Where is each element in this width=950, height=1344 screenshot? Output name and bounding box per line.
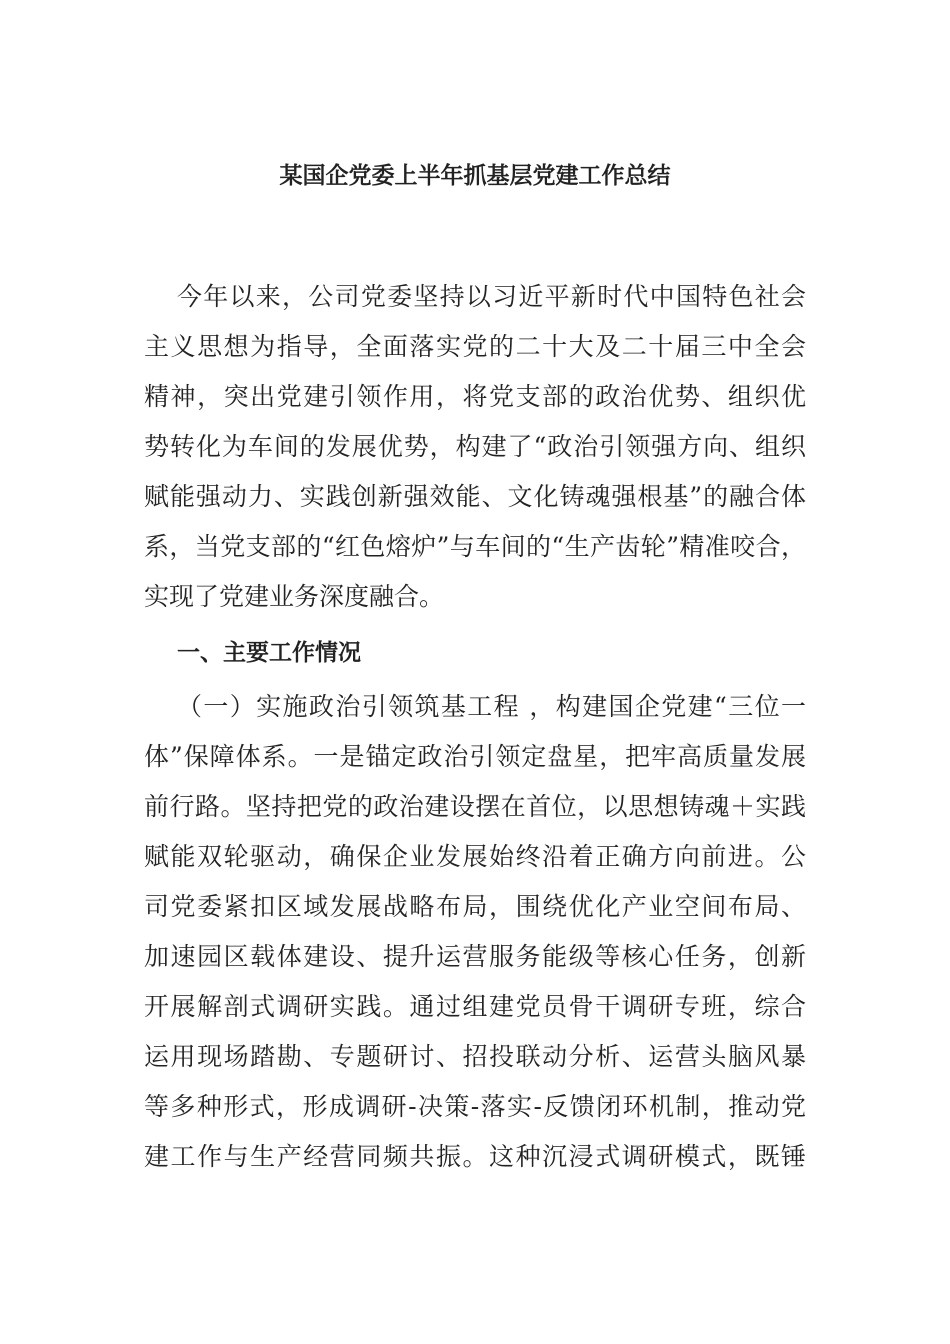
paragraph-line: 加速园区载体建设、提升运营服务能级等核心任务，创新 (144, 942, 806, 971)
paragraph-line: 系，当党支部的“红色熔炉”与车间的“生产齿轮”精准咬合， (144, 532, 806, 561)
paragraph-line: 体”保障体系。一是锚定政治引领定盘星，把牢高质量发展 (144, 742, 806, 771)
paragraph-line: （一）实施政治引领筑基工程 ，构建国企党建“三位一 (177, 692, 806, 721)
paragraph-intro (144, 272, 806, 622)
paragraph-section-1 (144, 682, 806, 1182)
paragraph-line: 开展解剖式调研实践。通过组建党员骨干调研专班，综合 (144, 992, 806, 1021)
paragraph-line: 前行路。坚持把党的政治建设摆在首位，以思想铸魂＋实践 (144, 792, 806, 821)
paragraph-line: 精神，突出党建引领作用，将党支部的政治优势、组织优 (144, 382, 806, 411)
section-heading: 一、主要工作情况 (177, 640, 361, 666)
paragraph-line: 赋能双轮驱动，确保企业发展始终沿着正确方向前进。公 (144, 842, 806, 871)
paragraph-line: 运用现场踏勘、专题研讨、招投联动分析、运营头脑风暴 (144, 1042, 806, 1071)
paragraph-line: 司党委紧扣区域发展战略布局，围绕优化产业空间布局、 (144, 892, 806, 921)
paragraph-line: 势转化为车间的发展优势，构建了“政治引领强方向、组织 (144, 432, 806, 461)
document-body (144, 272, 806, 1182)
paragraph-line: 赋能强动力、实践创新强效能、文化铸魂强根基”的融合体 (144, 482, 806, 511)
paragraph-line: 今年以来，公司党委坚持以习近平新时代中国特色社会 (177, 282, 806, 311)
document-title: 某国企党委上半年抓基层党建工作总结 (279, 163, 671, 189)
paragraph-line: 主义思想为指导，全面落实党的二十大及二十届三中全会 (144, 332, 806, 361)
paragraph-line: 实现了党建业务深度融合。 (144, 582, 445, 611)
paragraph-line: 等多种形式，形成调研-决策-落实-反馈闭环机制，推动党 (144, 1092, 806, 1121)
paragraph-line: 建工作与生产经营同频共振。这种沉浸式调研模式，既锤 (144, 1142, 806, 1171)
